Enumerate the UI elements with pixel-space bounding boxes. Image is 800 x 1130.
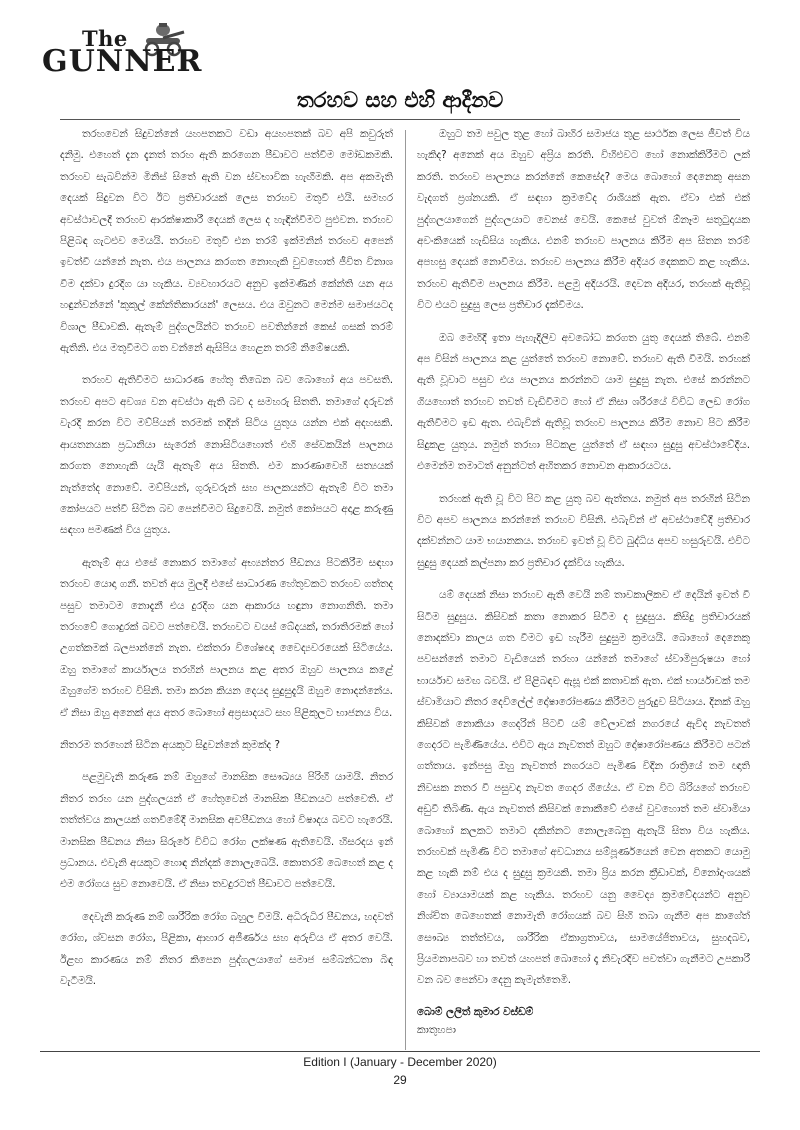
page-number: 29: [393, 1073, 407, 1087]
title-divider: [60, 119, 740, 120]
author-name: බොම් ලලිත් කුමාර වස්ඩම්: [417, 1005, 534, 1018]
right-column: [417, 124, 750, 1039]
author-block: [417, 1003, 750, 1039]
paragraph: දෙවැනි කරුණ නම් ශාරීරික රෝග බහුල වීමයි. අධිරුධිර පීඩනය, හදවත් රෝග, ශ්වසන රෝග, පිළිකා, ආහාර අජීර්ණය සහ අරුචිය ඒ අතර වෙයි. ඊළඟ කාරණය නම් නිතර කිපෙන පුද්ගලයාගේ සමාජ සම්බන්ධතා බිඳ වැටීමයි.: [60, 910, 393, 988]
paragraph: ඔහුට තම පවුල තුළ හෝ බාහිර සමාජය තුළ සාර්ථක ලෙස ජීවත් විය හැකිද? අනෙක් අය ඔහුව අප්‍රිය කරති. විහිළුවට හෝ නොක්කිරීමට ලක් කරති. තරහව පාලනය කරන්නේ කෙසේද? මෙය බොහෝ දෙනෙකු අසන වැදගත් ප්‍රශ්නයකි. ඒ සඳහා ක්‍රමවේද රාශියක් ඇත. ඒවා එක් එක් පුද්ගලයාගෙන් පුද්ගලයාට වෙනස් වෙයි. කෙසේ වුවත් ඕනෑම සතුටුදායක අවංකියෙක් හැඩිසිය හැකිය. එනම් තරහව පාලනය කිරීම අප සිතන තරම් අපහසු දෙයක් නොවීමය. තරහව පාලනය කිරීම අදියර දෙකකට කළ හැකිය. තරහව ඇතිවීම පාලනය කිරීම. පළමු අදියරයි. දෙවන අදියර, තරහක් ඇතිවූ විට එයට සුදුසු ලෙස ප්‍රතිචාර දැක්වීමය.: [417, 128, 750, 312]
paragraph: තරහක් ඇති වූ විට පිට කළ යුතු බව ඇත්තය. නමුත් අප තරහින් සිටින විට අපව පාලනය කරන්නේ තරහව විසිනි. එබැවින් ඒ අවස්ථාවේදී ප්‍රතිචාර දක්වන්නට යාම භයානකය. තරහව ඉවත් වූ විට බුද්ධිය අපව හසුරුවයි. එවිට සුදුසු දෙයක් කල්පනා කර ප්‍රතිචාර දැක්විය හැකිය.: [417, 492, 750, 569]
masthead-the: The: [82, 26, 128, 51]
paragraph: ඔබ මෙහිදී ඉතා පැහැදිලිව අවබෝධ කරගත යුතු දෙයක් තිබේ. එනම් අප විසින් පාලනය කළ යුත්තේ තරහව නොවේ. තරහව ඇති වීමයි. තරහක් ඇති වූවාට පසුව එය පාලනය කරන්නට යාම සුදුසු නැත. එසේ කරන්නට ගියහොත් තරහව තවත් වැඩිවීමට හෝ ඒ නිසා ශරීරයේ විවිධ ලෙඩ රෝග ඇතිවීමට ඉඩ ඇත. එබැවින් ඇතිවූ තරහව පාලනය කිරීම නොව පිට කිරීම සිදුකළ යුතුය. නමුත් තරහා පිටකළ යුත්තේ ඒ සඳහා සුදුසු අවස්ථාවේදීය. එමෙන්ම තමාටත් අනුන්ටත් අහිතකර නොවන ආකාරයටය.: [417, 331, 750, 473]
column-divider: [405, 130, 406, 1050]
footer-divider: [40, 1051, 760, 1052]
paragraph: තරහවෙන් සිදුවන්නේ යහපතකට වඩා අයහපතක් බව අපි කවුරුත් දනිමු. එහෙත් දැන දැනත් තරහ ඇති කරගෙන පීඩාවට පත්වීම මෝඩකමකි. තරහව සැබවින්ම මිනිස් සිතේ ඇති වන ස්වභාවික හැඟීමකි. අප අකමැති දෙයක් සිදුවන විට ඊට ප්‍රතිචාරයක් ලෙස තරහව මතුවී එයි. සමහර අවස්ථාවලදී තරහව ආරක්ෂාකාරී දෙයක් ලෙස ද හැඳින්වීමට පුළුවන. තරහව පිළිබඳ ගැටළුව මෙයයි. තරහව මතුවී එන තරම් ඉක්මනින් තරහව අපෙන් ඉවත්වී යන්නේ නැත. එය පාලනය කරගත නොහැකි වුවහොත් ජීවිත විනාශ වීම දක්වා දුරදිග යා හැකිය. ව්‍යවහාරයට අනුව ඉක්මණින් කේන්ති යන අය හඳුන්වන්නේ 'කුකුල් කේන්තිකාරයන්' ලෙසය. එය ඔවුනට මෙන්ම සමාජයටද විශාල පීඩාවකි. ඇතැම් පුද්ගලයින්ට තරහව පවතින්නේ කෙස් ගසක් තරම් ඇතිනි. එය මතුවීමට ගත වන්නේ ඇසිපිය හෙළන තරම් නිමේෂයකි.: [60, 128, 393, 355]
masthead-gunner: GUNNER: [42, 44, 203, 79]
masthead-logo: [42, 20, 202, 82]
paragraph: යම් දෙයක් නිසා තරහව ඇති වෙයි නම් තාවකාලිකව ඒ දෙයින් ඉවත් වී සිටීම සුදුසුය. කිසිවක් කතා නොකර සිටීම ද සුදුසුය. කිසිදු ප්‍රතිචාරයක් නොදක්වා කාලය ගත වීමට ඉඩ හැරීම සුදුසුම ක්‍රමයයි. බොහෝ දෙනෙකු පවසන්නේ තමාට වැඩියෙන් තරහා යන්නේ තමාගේ ස්වාමිපුරුෂයා හෝ භාර්යාව සමඟ බවයි. ඒ පිළිබඳව ඇසූ එක් කතාවක් ඇත. එක් භාර්යාවක් තම ස්වාමියාට නිතර දෙවිලේල් දෝෂාරෝපණය කිරීමට පුරුදුව සිටියාය. දිනක් ඔහු කිසිවක් නොකියා ගෙදරින් පිටවී යම් වේලාවක් නගරයේ ඇවිද නැවතත් ගෙදරට පැමිණියේය. එවිට ඇය නැවතත් ඔහුට දෝෂාරෝපණය කිරීමට පටන් ගත්තාය. ඉන්පසු ඔහු නැවතත් නගරයට පැමිණ විදින රාත්‍රියේ තම ඥාති නිවසක නතර වී පසුවදා නැවත ගෙදර ගියේය. ඒ වන විට බිරියගේ තරහව අඩුවී තිබිණි. ඇය නැවතත් කිසිවක් නොකීවේ එසේ වුවහොත් තම ස්වාමියා බොහෝ කලකට තමාට දකින්නට නොලැබෙනු ඇතැයි සිතා විය හැකිය. තරහවක් පැමිණි විට තමාගේ අවධානය සම්පූර්ණයෙන් වෙන අතකට යොමු කළ හැකි නම් එය ද සුදුසු ක්‍රමයකි. තමා ප්‍රිය කරන ක්‍රීඩාවක්, විනෝදාංශයක් හෝ ව්‍යායාමයක් කළ හැකිය. තරහව යනු වෛද්‍ය ක්‍රමවේදයන්ට අනුව නිශ්චිත බෙහෙතක් නොමැති රෝගයක් බව සිහි තබා ගැනීම අප කාගේත් සෞඛ්‍ය තත්ත්වය, ශාරීරික ඒකාග්‍රතාවය, සාමයේජිතාවය, සුහදබව, ප්‍රියමනාපබව හා තවත් යහපත් බොහෝ දෑ නිවැරදිව පවත්වා ගැනීමට උපකාරී වන බව පෙන්වා දෙනු කැමැත්තෙමි.: [417, 589, 750, 987]
left-column: [60, 124, 393, 1003]
paragraph: ඇතැම් අය එසේ නොකර තමාගේ අභ්‍යන්තර පීඩනය පිටකිරීම සඳහා තරහව යොදා ගනී. තවත් අය මුලදී එසේ සාධාරණ හේතුවකට තරහව ගත්තද පසුව තමාටම නොදැනී එය දුරදිග යන ආකාරය හඳුනා නොගනිති. තමා තරහවේ ගොදුරක් බවට පත්වෙයි. තරහවට වයස් බේදයක්, තරාතිරමක් හෝ උගත්කමක් බලපාන්නේ නැත. එක්තරා විශේෂඥ වෛද්‍යවරයෙක් සිටියේය. ඔහු තමාගේ කාර්යාලය තරහින් පාලනය කළ අතර ඔහුව පාලනය කළේ ඔහුගේම තරහව විසිනි. තමා කරන කියන දෙයද සුදුසුදැයි ඔහුම නොදන්නේය. ඒ නිසා ඔහු අනෙක් අය අතර බොහෝ අප්‍රසාදයට සහ පිළිකුලට භාජනය විය.: [60, 556, 393, 719]
author-place: කාතුහපා: [417, 1023, 456, 1036]
article-title: තරහව සහ එහි ආදීනව: [296, 88, 504, 112]
paragraph: තරහව ඇතිවීමට සාධාරණ හේතු තිබෙන බව බොහෝ අය පවසති. තරහව අපට අවශ්‍ය වන අවස්ථා ඇති බව ද සමහරු සිතති. තමාගේ දරුවන් වැරදි කරන විට මව්පියන් තරමක් තදින් සිටිය යුතුය යන්න එක් අදහසකි. ආයතනයක ප්‍රධානියා සැරෙන් නොසිටියහොත් එහි සේවකයින් පාලනය කරගත නොහැකි යැයි ඇතැම් අය සිතති. එම කාරණාවෙහි සත්‍යයක් නැත්තේද නොවේ. මව්පියන්, ගුරුවරුන් සහ පාලකයන්ට ඇතැම් විට තමා කෝපයට පත්වී සිටින බව පෙන්වීමට සිදුවෙයි. නමුත් කෝපයට අදාළ කරුණු සඳහා පමණක් විය යුතුය.: [60, 374, 393, 537]
subheading: නිතරම තරහෙන් සිටින අයකුට සිදුවන්නේ කුමක්ද ?: [60, 738, 280, 751]
paragraph: පළමුවැනි කරුණ නම් ඔහුගේ මානසික සෞඛ්‍යය පිරිහී යාමයි. නිතර නිතර තරහ යන පුද්ගලයන් ඒ හේතුවෙන් මානසික පීඩනයට පත්වෙති. ඒ තත්ත්වය කාලයක් ගතවීමේදී මානසික අවපීඩනය හෝ විෂාදය බවට හැරෙයි. මානසික පීඩනය නිසා සිරුරේ විවිධ රෝග ලක්ෂණ ඇතිවෙයි. හිසරදය ඉන් ප්‍රධානය. එවැනි අයකුට හොඳ නින්දක් නොලැබෙයි. කොතරම් බෙහෙත් කළ ද එම රෝගය සුව නොවෙයි. ඒ නිසා තවදුරටත් පීඩාවට පත්වෙයි.: [60, 771, 393, 891]
edition-label: Edition I (January - December 2020): [303, 1055, 497, 1069]
